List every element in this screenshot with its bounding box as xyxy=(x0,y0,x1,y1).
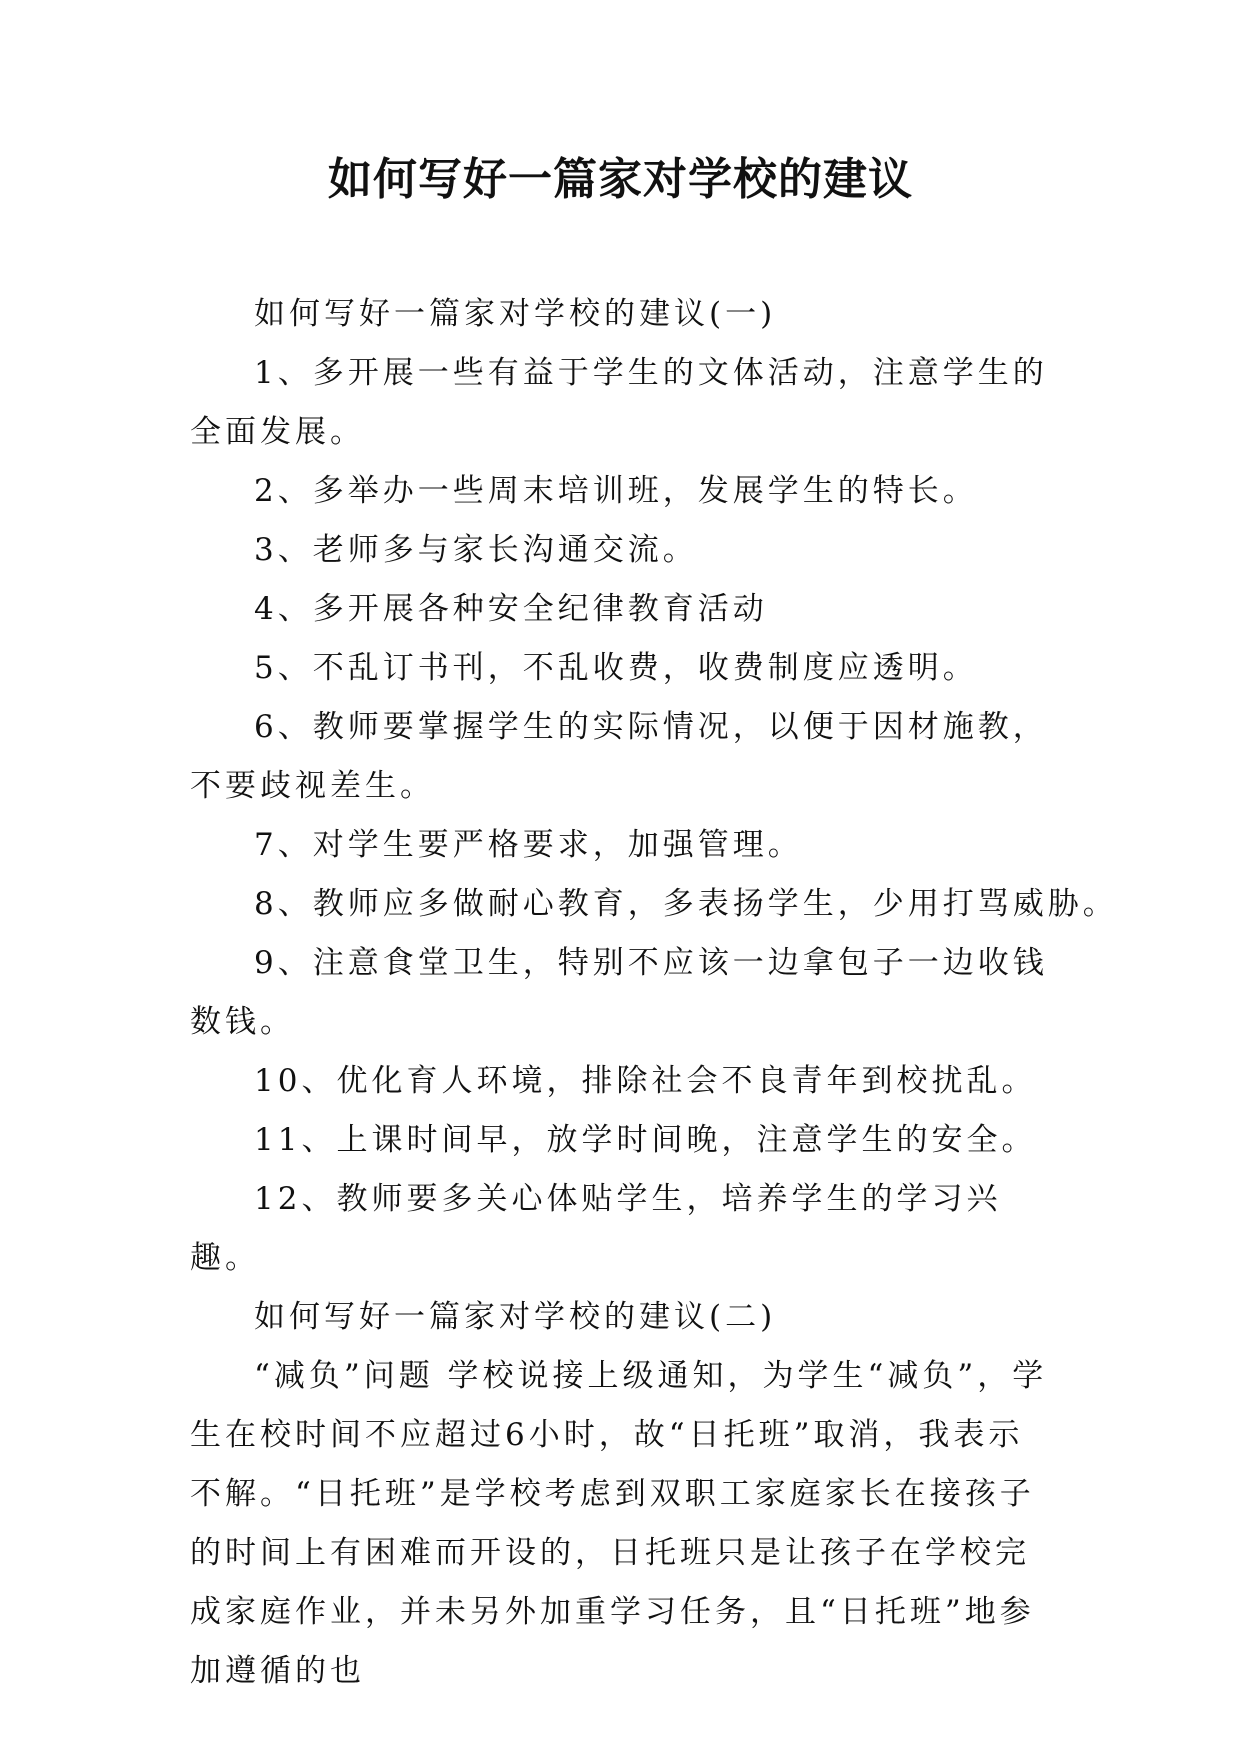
suggestion-item-12: 12、教师要多关心体贴学生，培养学生的学习兴趣。 xyxy=(190,1181,1002,1276)
suggestion-item-4: 4、多开展各种安全纪律教育活动 xyxy=(254,591,768,627)
body-paragraph: “减负”问题 学校说接上级通知，为学生“减负”，学生在校时间不应超过6小时，故“日托班”取消，我表示不解。“日托班”是学校考虑到双职工家庭家长在接孩子的时间上有困难而开设的，日托班只是让孩子在学校完成家庭作业，并未另外加重学习任务，且“日托班”地参加遵循的也 xyxy=(190,1358,1048,1689)
suggestion-item-2: 2、多举办一些周末培训班，发展学生的特长。 xyxy=(254,473,978,509)
suggestion-item-3: 3、老师多与家长沟通交流。 xyxy=(254,532,698,568)
suggestion-item-10: 10、优化育人环境，排除社会不良青年到校扰乱。 xyxy=(254,1063,1037,1099)
section-heading-1: 如何写好一篇家对学校的建议(一) xyxy=(254,296,777,332)
suggestion-item-5: 5、不乱订书刊，不乱收费，收费制度应透明。 xyxy=(254,650,978,686)
suggestion-item-9: 9、注意食堂卫生，特别不应该一边拿包子一边收钱数钱。 xyxy=(190,945,1048,1040)
document-body xyxy=(190,285,1118,1701)
suggestion-item-7: 7、对学生要严格要求，加强管理。 xyxy=(254,827,803,863)
suggestion-item-8: 8、教师应多做耐心教育，多表扬学生，少用打骂威胁。 xyxy=(254,886,1118,922)
suggestion-item-11: 11、上课时间早，放学时间晚，注意学生的安全。 xyxy=(254,1122,1037,1158)
document-title: 如何写好一篇家对学校的建议 xyxy=(328,154,913,205)
suggestion-item-6: 6、教师要掌握学生的实际情况，以便于因材施教，不要歧视差生。 xyxy=(190,709,1048,804)
suggestion-item-1: 1、多开展一些有益于学生的文体活动，注意学生的全面发展。 xyxy=(190,355,1048,450)
section-heading-2: 如何写好一篇家对学校的建议(二) xyxy=(254,1299,777,1335)
